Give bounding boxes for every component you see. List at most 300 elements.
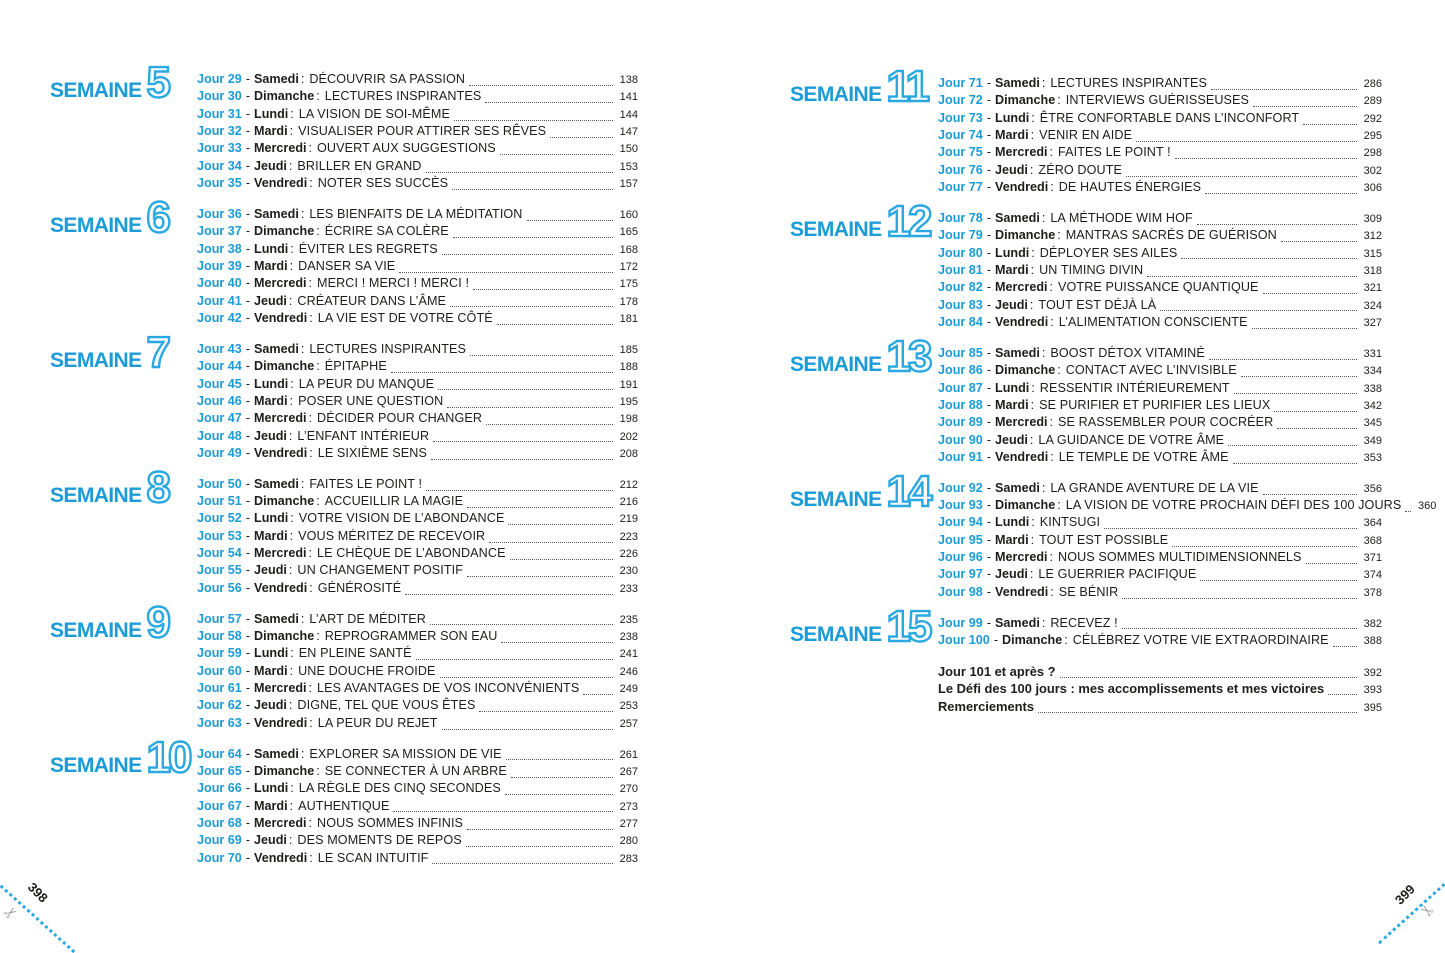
entry-day-number: Jour 42 xyxy=(197,310,242,325)
toc-entry xyxy=(938,616,1382,633)
entry-page-number: 270 xyxy=(619,783,638,796)
entry-page-number: 338 xyxy=(1363,382,1382,395)
entry-day-number: Jour 55 xyxy=(197,563,242,578)
corner-page-number-right: 399 xyxy=(1391,881,1418,908)
entry-page-number: 233 xyxy=(619,582,638,595)
entry-separator: - xyxy=(245,815,251,830)
entry-day-number: Jour 97 xyxy=(938,567,983,582)
entry-day-number: Jour 54 xyxy=(197,546,242,561)
entry-weekday: Lundi xyxy=(254,106,289,121)
entry-separator: - xyxy=(986,145,992,160)
week-entries xyxy=(197,612,638,733)
dot-leader xyxy=(489,542,613,543)
week-heading-number: 7 xyxy=(146,327,168,377)
dot-leader xyxy=(467,829,613,830)
week-heading-label: SEMAINE xyxy=(790,83,882,106)
entry-colon: : xyxy=(300,746,305,761)
toc-entry xyxy=(938,415,1382,432)
entry-page-number: 238 xyxy=(619,630,638,643)
week-heading-label: SEMAINE xyxy=(50,213,142,237)
entry-colon: : xyxy=(288,428,293,443)
entry-title: LE TEMPLE DE VOTRE ÂME xyxy=(1058,449,1229,464)
dot-leader xyxy=(1241,376,1357,377)
entry-separator: - xyxy=(245,746,251,761)
entry-title: LE SIXIÈME SENS xyxy=(317,445,428,460)
entry-separator: - xyxy=(245,528,251,543)
entry-separator: - xyxy=(986,498,992,513)
entry-weekday: Lundi xyxy=(254,781,289,796)
toc-entry xyxy=(938,585,1382,602)
entry-separator: - xyxy=(986,449,992,464)
entry-title: UN CHANGEMENT POSITIF xyxy=(297,563,464,578)
dot-leader xyxy=(452,189,613,190)
entry-page-number: 175 xyxy=(619,278,638,291)
entry-title: KINTSUGI xyxy=(1039,515,1101,530)
toc-entry xyxy=(938,280,1382,297)
toc-entry xyxy=(197,851,638,868)
dot-leader xyxy=(467,576,613,577)
entry-title: INTERVIEWS GUÉRISSEUSES xyxy=(1065,93,1250,108)
entry-page-number: 327 xyxy=(1363,316,1382,329)
week-entries xyxy=(197,477,638,598)
entry-title: LA PEUR DU MANQUE xyxy=(298,376,435,391)
entry-separator: - xyxy=(245,715,251,730)
toc-entry xyxy=(197,546,638,563)
dot-leader xyxy=(1333,646,1357,647)
entry-day-number: Jour 44 xyxy=(197,359,242,374)
entry-colon: : xyxy=(1029,297,1034,312)
entry-colon: : xyxy=(288,563,293,578)
entry-day-number: Jour 68 xyxy=(197,815,242,830)
toc-entry xyxy=(197,141,638,158)
week-entries xyxy=(197,747,638,868)
dot-leader xyxy=(473,289,613,290)
entry-weekday: Mardi xyxy=(995,128,1029,143)
entry-separator: - xyxy=(245,611,251,626)
entry-day-number: Jour 76 xyxy=(938,162,983,177)
entry-weekday: Jeudi xyxy=(995,432,1028,447)
entry-colon: : xyxy=(290,646,294,661)
entry-separator: - xyxy=(245,511,251,526)
entry-separator: - xyxy=(245,106,251,121)
entry-day-number: Jour 40 xyxy=(197,276,242,291)
entry-separator: - xyxy=(986,615,992,630)
toc-entry xyxy=(197,494,638,511)
toc-entry xyxy=(938,145,1382,162)
week-section xyxy=(50,327,638,463)
entry-day-number: Jour 98 xyxy=(938,584,983,599)
entry-title: ACCUEILLIR LA MAGIE xyxy=(324,494,464,509)
entry-title: VENIR EN AIDE xyxy=(1039,128,1133,143)
entry-colon: : xyxy=(1041,76,1046,90)
entry-weekday: Vendredi xyxy=(995,314,1049,329)
dot-leader xyxy=(1136,141,1357,142)
entry-colon: : xyxy=(1031,380,1035,395)
entry-title: SE BÉNIR xyxy=(1058,584,1119,599)
entry-day-number: Jour 35 xyxy=(197,176,242,191)
dot-leader xyxy=(470,355,613,356)
entry-separator: - xyxy=(986,297,992,312)
entry-day-number: Jour 57 xyxy=(197,611,242,626)
entry-separator: - xyxy=(986,567,992,582)
entry-weekday: Samedi xyxy=(995,345,1040,360)
week-entries xyxy=(938,616,1382,651)
entry-title: ÉCRIRE SA COLÈRE xyxy=(324,224,449,239)
week-section xyxy=(790,196,1382,332)
entry-weekday: Mardi xyxy=(254,124,288,139)
dot-leader xyxy=(453,237,613,238)
dot-leader xyxy=(440,677,613,678)
dot-leader xyxy=(432,863,613,864)
entry-separator: - xyxy=(245,681,251,695)
dot-leader xyxy=(1263,293,1357,294)
entry-colon: : xyxy=(290,511,294,526)
dot-leader xyxy=(393,811,613,812)
entry-colon: : xyxy=(1029,567,1034,582)
entry-separator: - xyxy=(245,781,251,796)
entry-day-number: Jour 45 xyxy=(197,376,242,391)
entry-weekday: Lundi xyxy=(995,515,1030,530)
toc-entry xyxy=(197,816,638,833)
entry-separator: - xyxy=(993,632,999,647)
entry-day-number: Jour 49 xyxy=(197,445,242,460)
dot-leader xyxy=(486,424,613,425)
entry-colon: : xyxy=(290,376,294,391)
entry-colon: : xyxy=(289,124,294,139)
entry-page-number: 286 xyxy=(1363,78,1382,90)
entry-title: DE HAUTES ÉNERGIES xyxy=(1058,180,1202,195)
entry-separator: - xyxy=(245,546,251,561)
dot-leader xyxy=(1228,445,1357,446)
dot-leader xyxy=(1405,511,1411,512)
entry-page-number: 295 xyxy=(1363,130,1382,143)
week-heading xyxy=(790,196,938,332)
week-heading xyxy=(790,331,938,467)
week-section xyxy=(790,62,1382,197)
entry-separator: - xyxy=(986,180,992,195)
dot-leader xyxy=(399,272,613,273)
entry-day-number: Jour 36 xyxy=(197,206,242,221)
entry-title: LECTURES INSPIRANTES xyxy=(309,341,466,356)
entry-separator: - xyxy=(986,345,992,360)
entry-weekday: Mercredi xyxy=(254,815,307,830)
entry-weekday: Mardi xyxy=(995,262,1029,277)
entry-day-number: Jour 69 xyxy=(197,833,242,848)
week-entries xyxy=(938,480,1437,602)
entry-title: LA GRANDE AVENTURE DE LA VIE xyxy=(1050,480,1259,495)
toc-entry xyxy=(938,363,1382,380)
toc-entry xyxy=(197,394,638,411)
entry-title: FAITES LE POINT ! xyxy=(1058,145,1171,160)
entry-colon: : xyxy=(1050,584,1054,599)
entry-weekday: Vendredi xyxy=(254,580,308,595)
entry-weekday: Mardi xyxy=(254,663,288,678)
entry-colon: : xyxy=(308,681,313,695)
entry-colon: : xyxy=(316,89,320,104)
dot-leader xyxy=(1281,241,1357,242)
toc-entry xyxy=(938,533,1382,550)
entry-day-number: Jour 85 xyxy=(938,345,983,360)
dot-leader xyxy=(1060,677,1357,678)
entry-weekday: Jeudi xyxy=(995,162,1028,177)
entry-page-number: 353 xyxy=(1363,451,1382,464)
dot-leader xyxy=(431,459,613,460)
entry-day-number: Jour 39 xyxy=(197,258,242,273)
week-entries xyxy=(197,72,638,193)
entry-title: LA VISION DE SOI-MÊME xyxy=(298,106,450,121)
entry-page-number: 144 xyxy=(619,108,638,121)
entry-page-number: 223 xyxy=(619,530,638,543)
toc-entry xyxy=(938,211,1382,228)
entry-separator: - xyxy=(245,646,251,661)
entry-day-number: Jour 31 xyxy=(197,106,242,121)
entry-day-number: Jour 47 xyxy=(197,411,242,426)
week-heading-label: SEMAINE xyxy=(50,348,142,372)
entry-weekday: Dimanche xyxy=(254,224,315,239)
dot-leader xyxy=(510,559,613,560)
entry-colon: : xyxy=(1050,180,1054,195)
toc-entry xyxy=(197,176,638,193)
entry-colon: : xyxy=(309,176,313,191)
toc-entry xyxy=(197,664,638,681)
entry-weekday: Mercredi xyxy=(254,141,307,156)
dot-leader xyxy=(442,254,613,255)
entry-day-number: Jour 60 xyxy=(197,663,242,678)
entry-page-number: 257 xyxy=(619,717,638,730)
entry-colon: : xyxy=(309,445,313,460)
entry-weekday: Dimanche xyxy=(995,93,1056,108)
entry-day-number: Jour 81 xyxy=(938,262,983,277)
entry-weekday: Samedi xyxy=(995,210,1040,225)
entry-day-number: Jour 70 xyxy=(197,850,242,865)
toc-entry xyxy=(197,89,638,106)
entry-title: NOUS SOMMES MULTIDIMENSIONNELS xyxy=(1058,550,1302,565)
entry-title: LE CHÈQUE DE L’ABONDANCE xyxy=(317,546,506,561)
dot-leader xyxy=(1274,411,1357,412)
toc-entry xyxy=(938,111,1382,128)
dot-leader xyxy=(1233,463,1357,464)
entry-day-number: Jour 52 xyxy=(197,511,242,526)
entry-day-number: Jour 33 xyxy=(197,141,242,156)
entry-separator: - xyxy=(245,293,251,308)
entry-day-number: Jour 96 xyxy=(938,550,983,565)
entry-colon: : xyxy=(316,224,320,239)
dot-leader xyxy=(426,172,614,173)
entry-colon: : xyxy=(1057,498,1061,513)
week-section xyxy=(50,192,638,328)
week-heading xyxy=(790,62,938,197)
entry-day-number: Jour 34 xyxy=(197,158,242,173)
entry-colon: : xyxy=(316,763,320,778)
entry-page-number: 298 xyxy=(1363,147,1382,160)
toc-entry xyxy=(197,242,638,259)
dot-leader xyxy=(438,389,613,390)
toc-entry xyxy=(197,107,638,124)
toc-entry xyxy=(197,446,638,463)
entry-separator: - xyxy=(245,141,251,156)
entry-title: DÉPLOYER SES AILES xyxy=(1039,245,1178,260)
dot-leader xyxy=(505,794,613,795)
entry-weekday: Samedi xyxy=(254,746,299,761)
week-heading-number: 9 xyxy=(146,597,168,647)
entry-separator: - xyxy=(245,763,251,778)
toc-entry xyxy=(197,563,638,580)
entry-day-number: Jour 79 xyxy=(938,228,983,243)
entry-title: TOUT EST DÉJÀ LÀ xyxy=(1038,297,1157,312)
dot-leader xyxy=(1126,176,1357,177)
entry-colon: : xyxy=(1057,363,1061,378)
entry-weekday: Lundi xyxy=(254,646,289,661)
entry-day-number: Jour 87 xyxy=(938,380,983,395)
toc-entry xyxy=(938,550,1382,567)
week-heading-number: 5 xyxy=(146,58,168,107)
dot-leader xyxy=(447,407,613,408)
entry-page-number: 392 xyxy=(1363,666,1382,679)
entry-weekday: Dimanche xyxy=(254,89,315,104)
entry-separator: - xyxy=(986,162,992,177)
toc-entry xyxy=(938,498,1437,515)
week-heading xyxy=(50,58,197,193)
entry-page-number: 312 xyxy=(1363,230,1382,243)
entry-weekday: Mardi xyxy=(254,798,288,813)
entry-weekday: Samedi xyxy=(995,480,1040,495)
entry-day-number: Jour 66 xyxy=(197,781,242,796)
entry-weekday: Dimanche xyxy=(254,494,315,509)
entry-colon: : xyxy=(316,628,320,643)
entry-page-number: 315 xyxy=(1363,247,1382,260)
entry-title: VOUS MÉRITEZ DE RECEVOIR xyxy=(298,528,486,543)
entry-title: DÉCOUVRIR SA PASSION xyxy=(309,72,466,86)
entry-separator: - xyxy=(245,241,251,256)
entry-day-number: Jour 58 xyxy=(197,628,242,643)
entry-colon: : xyxy=(1030,128,1035,143)
entry-colon: : xyxy=(309,580,313,595)
entry-colon: : xyxy=(289,528,294,543)
entry-weekday: Dimanche xyxy=(254,628,315,643)
entry-separator: - xyxy=(986,363,992,378)
entry-day-number: Jour 84 xyxy=(938,314,983,329)
entry-weekday: Mardi xyxy=(254,393,288,408)
dot-leader xyxy=(442,729,613,730)
toc-entry xyxy=(938,515,1382,532)
entry-separator: - xyxy=(245,698,251,713)
entry-title: LA RÈGLE DES CINQ SECONDES xyxy=(298,781,501,796)
entry-day-number: Jour 88 xyxy=(938,397,983,412)
entry-day-number: Jour 29 xyxy=(197,72,242,86)
entry-day-number: Jour 73 xyxy=(938,110,983,125)
entry-day-number: Jour 41 xyxy=(197,293,242,308)
week-section xyxy=(50,732,638,868)
weeks xyxy=(790,62,1437,716)
toc-entry xyxy=(197,259,638,276)
entry-day-number: Jour 53 xyxy=(197,528,242,543)
toc-extra-entry xyxy=(938,664,1382,682)
entry-separator: - xyxy=(986,76,992,90)
dot-leader xyxy=(479,711,613,712)
entry-separator: - xyxy=(245,206,251,221)
entry-separator: - xyxy=(986,432,992,447)
entry-weekday: Mercredi xyxy=(254,411,307,426)
entry-weekday: Lundi xyxy=(995,110,1030,125)
entry-colon: : xyxy=(1031,110,1035,125)
entry-weekday: Vendredi xyxy=(254,310,308,325)
toc-entry xyxy=(197,764,638,781)
entry-separator: - xyxy=(986,245,992,260)
dot-leader xyxy=(426,490,613,491)
dot-leader xyxy=(1253,106,1357,107)
entry-weekday: Samedi xyxy=(254,476,299,491)
entry-title: MERCI ! MERCI ! MERCI ! xyxy=(317,276,470,291)
entry-colon: : xyxy=(308,141,313,156)
entry-page-number: 181 xyxy=(619,312,638,325)
entry-page-number: 195 xyxy=(619,395,638,408)
entry-separator: - xyxy=(245,393,251,408)
entry-day-number: Jour 61 xyxy=(197,681,242,695)
entry-page-number: 241 xyxy=(619,648,638,661)
entry-colon: : xyxy=(300,341,305,356)
dot-leader xyxy=(1328,694,1357,695)
dot-leader xyxy=(1147,276,1357,277)
entry-day-number: Jour 99 xyxy=(938,615,983,630)
entry-colon: : xyxy=(1057,93,1061,108)
entry-day-number: Jour 93 xyxy=(938,498,983,513)
entry-page-number: 198 xyxy=(619,413,638,426)
toc-entry xyxy=(197,276,638,293)
dot-leader xyxy=(1181,258,1357,259)
toc-entry xyxy=(197,224,638,241)
entry-page-number: 219 xyxy=(619,513,638,526)
entry-separator: - xyxy=(245,341,251,356)
dot-leader xyxy=(450,306,613,307)
entry-separator: - xyxy=(986,93,992,108)
entry-weekday: Mardi xyxy=(995,532,1029,547)
entry-title: CONTACT AVEC L’INVISIBLE xyxy=(1065,363,1237,378)
entry-page-number: 235 xyxy=(619,613,638,626)
entry-day-number: Jour 59 xyxy=(197,646,242,661)
entry-day-number: Jour 94 xyxy=(938,515,983,530)
entry-weekday: Samedi xyxy=(995,76,1040,90)
entry-day-number: Jour 95 xyxy=(938,532,983,547)
week-entries xyxy=(938,76,1382,197)
entry-weekday: Jeudi xyxy=(254,158,287,173)
entry-weekday: Jeudi xyxy=(254,428,287,443)
entry-title: ÊTRE CONFORTABLE DANS L’INCONFORT xyxy=(1039,110,1300,125)
entry-weekday: Jeudi xyxy=(254,293,287,308)
toc-entry xyxy=(938,381,1382,398)
toc-entry xyxy=(938,128,1382,145)
entry-page-number: 141 xyxy=(619,91,638,104)
entry-separator: - xyxy=(986,228,992,243)
toc-entry xyxy=(197,294,638,311)
toc-entry xyxy=(197,359,638,376)
entry-colon: : xyxy=(1049,145,1054,160)
week-heading-label: SEMAINE xyxy=(50,79,142,102)
entry-page-number: 302 xyxy=(1363,164,1382,177)
entry-title: ZÉRO DOUTE xyxy=(1038,162,1122,177)
entry-colon: : xyxy=(290,781,294,796)
entry-separator: - xyxy=(986,515,992,530)
entry-colon: : xyxy=(300,72,305,86)
dot-leader xyxy=(485,102,613,103)
entry-colon: : xyxy=(309,310,313,325)
entry-title: LA MÉTHODE WIM HOF xyxy=(1050,210,1193,225)
entry-colon: : xyxy=(1049,280,1054,295)
entry-colon: : xyxy=(1064,632,1068,647)
entry-title: ÉVITER LES REGRETS xyxy=(298,241,438,256)
toc-entry xyxy=(197,612,638,629)
scissors-icon: ✂ xyxy=(1415,900,1437,923)
entry-weekday: Vendredi xyxy=(254,850,308,865)
